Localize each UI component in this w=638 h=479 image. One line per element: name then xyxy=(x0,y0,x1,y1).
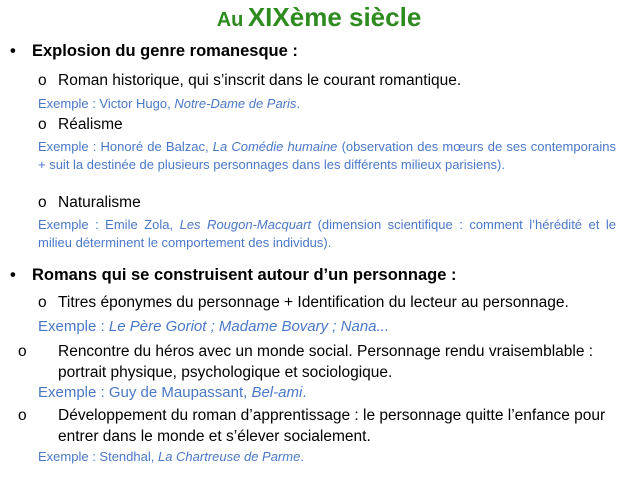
example-work-title: Notre-Dame de Paris xyxy=(174,96,297,111)
section-heading xyxy=(10,42,298,61)
example-text xyxy=(38,138,616,174)
circle-bullet-icon: o xyxy=(38,72,47,89)
list-item xyxy=(18,405,618,447)
circle-bullet-icon: o xyxy=(18,343,27,360)
example-text xyxy=(38,216,616,252)
list-item xyxy=(38,294,569,312)
example-text xyxy=(38,95,616,113)
circle-bullet-icon: o xyxy=(38,116,47,133)
example-text xyxy=(38,448,616,466)
example-prefix: Exemple : xyxy=(38,318,109,335)
example-prefix: Exemple : Stendhal, xyxy=(38,449,158,464)
example-suffix: . xyxy=(296,96,301,111)
item-text: Réalisme xyxy=(58,116,123,133)
list-item xyxy=(38,72,461,90)
example-prefix: Exemple : Victor Hugo, xyxy=(38,96,175,111)
example-work-title: La Chartreuse de Parme xyxy=(157,449,301,464)
heading-text: Romans qui se construisent autour d’un personnage : xyxy=(32,266,457,284)
bullet-icon: • xyxy=(10,42,16,60)
list-item xyxy=(18,341,618,383)
item-text: Rencontre du héros avec un monde social. Personnage rendu vraisemblable : portrait physique, psychologique et sociologique. xyxy=(58,343,594,381)
example-suffix: . xyxy=(302,384,307,401)
item-text: Roman historique, qui s’inscrit dans le courant romantique. xyxy=(58,72,462,89)
title-prefix: Au xyxy=(216,9,244,31)
bullet-icon: • xyxy=(10,266,16,284)
list-item xyxy=(38,116,123,134)
example-work-title: Les Rougon-Macquart xyxy=(179,217,312,232)
list-item xyxy=(38,194,141,212)
section-heading xyxy=(10,266,456,285)
title-main: XIXème siècle xyxy=(247,2,422,32)
example-text xyxy=(38,318,616,336)
example-work-title: Bel-ami xyxy=(251,384,303,401)
circle-bullet-icon: o xyxy=(18,407,27,424)
example-suffix: (dimension scientifique : comment l’hérédité et le milieu déterminent le comportement des individus). xyxy=(38,217,616,250)
example-work-title: La Comédie humaine xyxy=(212,139,338,154)
heading-text: Explosion du genre romanesque : xyxy=(32,42,298,60)
example-prefix: Exemple : Guy de Maupassant, xyxy=(38,384,252,401)
example-suffix: . xyxy=(300,449,304,464)
example-work-title: Le Père Goriot ; Madame Bovary ; Nana... xyxy=(108,318,390,335)
example-prefix: Exemple : Honoré de Balzac, xyxy=(38,139,213,154)
item-text: Titres éponymes du personnage + Identification du lecteur au personnage. xyxy=(58,294,569,311)
example-text xyxy=(38,384,616,402)
item-text: Naturalisme xyxy=(58,194,141,211)
circle-bullet-icon: o xyxy=(38,294,47,311)
item-text: Développement du roman d’apprentissage : le personnage quitte l’enfance pour entrer dans le monde et s’élever socialement. xyxy=(58,407,606,445)
page-title xyxy=(0,2,638,33)
example-prefix: Exemple : Emile Zola, xyxy=(38,217,180,232)
circle-bullet-icon: o xyxy=(38,194,47,211)
example-suffix: (observation des mœurs de ses contemporains + suit la destinée de plusieurs personnages dans les différents milieux parisiens). xyxy=(38,139,617,172)
